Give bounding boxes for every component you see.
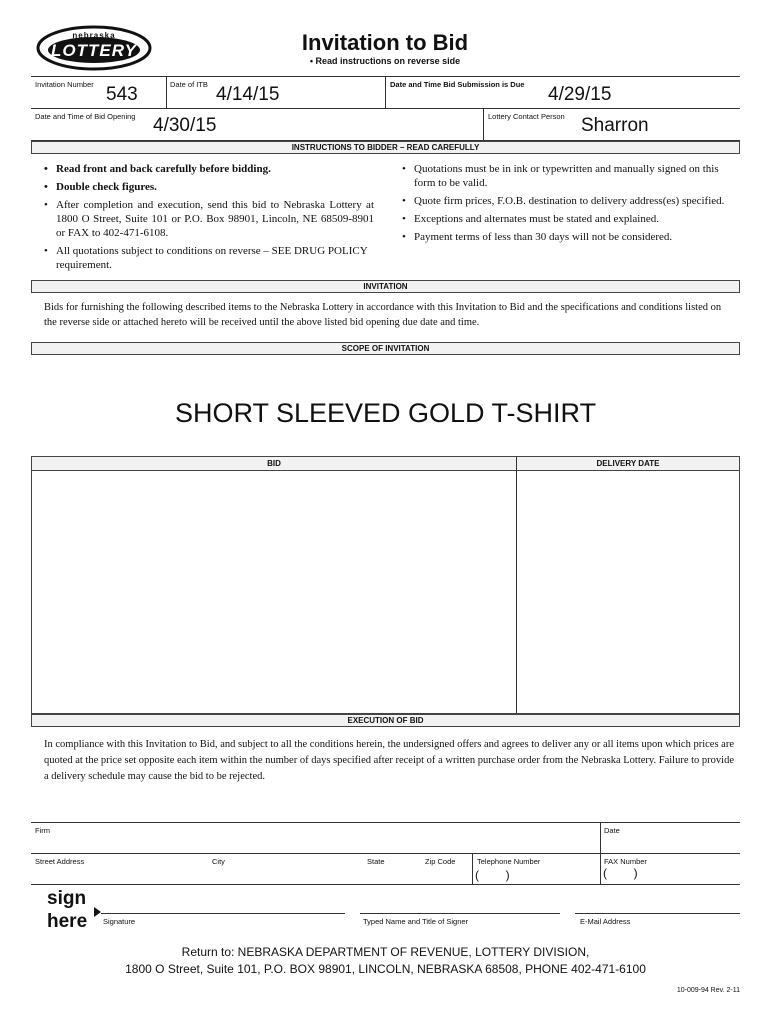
return-address-line-2: 1800 O Street, Suite 101, P.O. BOX 98901, LINCOLN, NEBRASKA 68508, PHONE 402-471-6100 bbox=[125, 962, 646, 976]
firm-input[interactable] bbox=[35, 836, 595, 852]
due-date-value[interactable]: 4/29/15 bbox=[548, 84, 612, 105]
sign-arrow-icon bbox=[94, 907, 101, 917]
invitation-text: Bids for furnishing the following described items to the Nebraska Lottery in accordance with this Invitation to Bid and the specifications and conditions listed on the reverse side or attached hereto will be received until the above listed bid opening due date and time. bbox=[44, 302, 722, 328]
opening-date-value[interactable]: 4/30/15 bbox=[153, 115, 217, 136]
state-label: State bbox=[367, 857, 385, 866]
instruction-item: • Payment terms of less than 30 days will not be considered. bbox=[402, 230, 732, 244]
due-date-label: Date and Time Bid Submission is Due bbox=[390, 80, 525, 89]
page-subtitle: • Read instructions on reverse side bbox=[309, 56, 461, 66]
execution-text: In compliance with this Invitation to Bid, and subject to all the conditions herein, the undersigned offers and agrees to deliver any or all items upon which prices are quoted at the price set opposite each item within the number of days specified after receipt of a written purchase order from the Nebraska Lottery. Failure to provide a delivery schedule may cause the bid to be rejected. bbox=[44, 739, 734, 782]
instruction-item: • Read front and back carefully before bidding. bbox=[44, 162, 374, 176]
email-label: E-Mail Address bbox=[580, 917, 631, 926]
rule bbox=[385, 76, 386, 108]
fax-input[interactable]: ( ) bbox=[603, 866, 638, 880]
invitation-number-label: Invitation Number bbox=[35, 80, 94, 89]
firm-label: Firm bbox=[35, 826, 50, 835]
instruction-item: • Double check figures. bbox=[44, 180, 374, 194]
signature-label: Signature bbox=[103, 917, 136, 926]
delivery-date-header: DELIVERY DATE bbox=[517, 457, 739, 471]
street-address-label: Street Address bbox=[35, 857, 85, 866]
bid-entry-area[interactable] bbox=[33, 471, 515, 713]
contact-person-value[interactable]: Sharron bbox=[581, 115, 649, 136]
rule bbox=[483, 108, 484, 140]
scope-item: SHORT SLEEVED GOLD T-SHIRT bbox=[174, 398, 597, 428]
invitation-heading: INVITATION bbox=[31, 280, 740, 293]
telephone-label: Telephone Number bbox=[477, 857, 541, 866]
rule bbox=[31, 822, 740, 823]
form-number: 10-009-94 Rev. 2-11 bbox=[676, 987, 740, 994]
instructions-heading: INSTRUCTIONS TO BIDDER – READ CAREFULLY bbox=[31, 141, 740, 154]
rule bbox=[31, 853, 740, 854]
invitation-number-value[interactable]: 543 bbox=[106, 84, 138, 105]
rule bbox=[472, 853, 473, 884]
instructions-left-list bbox=[44, 162, 374, 276]
bid-table-divider bbox=[516, 457, 517, 713]
typed-name-line bbox=[360, 913, 560, 914]
typed-name-label: Typed Name and Title of Signer bbox=[363, 917, 469, 926]
rule bbox=[31, 884, 740, 885]
instruction-item: • All quotations subject to conditions on reverse – SEE DRUG POLICY requirement. bbox=[44, 244, 374, 272]
instruction-item: • Exceptions and alternates must be stated and explained. bbox=[402, 212, 732, 226]
zip-code-label: Zip Code bbox=[425, 857, 456, 866]
logo-top-text: nebraska bbox=[72, 31, 116, 40]
email-line bbox=[575, 913, 740, 914]
sign-here-2: here bbox=[47, 911, 88, 932]
telephone-input[interactable]: ( ) bbox=[475, 868, 510, 882]
execution-heading: EXECUTION OF BID bbox=[31, 714, 740, 727]
rule bbox=[166, 76, 167, 108]
address-input[interactable] bbox=[35, 867, 467, 883]
instruction-item: • Quote firm prices, F.O.B. destination to delivery address(es) specified. bbox=[402, 194, 732, 208]
city-label: City bbox=[212, 857, 225, 866]
date-label: Date bbox=[604, 826, 620, 835]
instruction-item: • After completion and execution, send this bid to Nebraska Lottery at 1800 O Street, Suite 101 or P.O. Box 98901, Lincoln, NE 68509-8901 or FAX to 402-471-6108. bbox=[44, 198, 374, 240]
signature-line bbox=[101, 913, 345, 914]
rule bbox=[600, 822, 601, 884]
delivery-date-entry-area[interactable] bbox=[518, 471, 739, 713]
instructions-right-list bbox=[402, 162, 732, 248]
rule bbox=[31, 108, 740, 109]
fax-label: FAX Number bbox=[604, 857, 647, 866]
date-input[interactable] bbox=[604, 836, 736, 852]
contact-person-label: Lottery Contact Person bbox=[488, 112, 565, 121]
email-input[interactable] bbox=[575, 893, 740, 913]
return-address-line-1: Return to: NEBRASKA DEPARTMENT OF REVENUE, LOTTERY DIVISION, bbox=[181, 945, 590, 959]
sign-here-1: sign bbox=[47, 888, 87, 909]
typed-name-input[interactable] bbox=[360, 893, 560, 913]
nebraska-lottery-logo bbox=[36, 24, 152, 72]
instruction-item: • Quotations must be in ink or typewritten and manually signed on this form to be valid. bbox=[402, 162, 732, 190]
signature-input[interactable] bbox=[101, 893, 345, 913]
page-title: Invitation to Bid bbox=[301, 30, 469, 55]
bid-header: BID bbox=[32, 457, 516, 471]
date-of-itb-value[interactable]: 4/14/15 bbox=[216, 84, 280, 105]
logo-main-text: LOTTERY bbox=[50, 41, 138, 60]
date-of-itb-label: Date of ITB bbox=[170, 80, 208, 89]
opening-date-label: Date and Time of Bid Opening bbox=[35, 112, 136, 121]
scope-heading: SCOPE OF INVITATION bbox=[31, 342, 740, 355]
